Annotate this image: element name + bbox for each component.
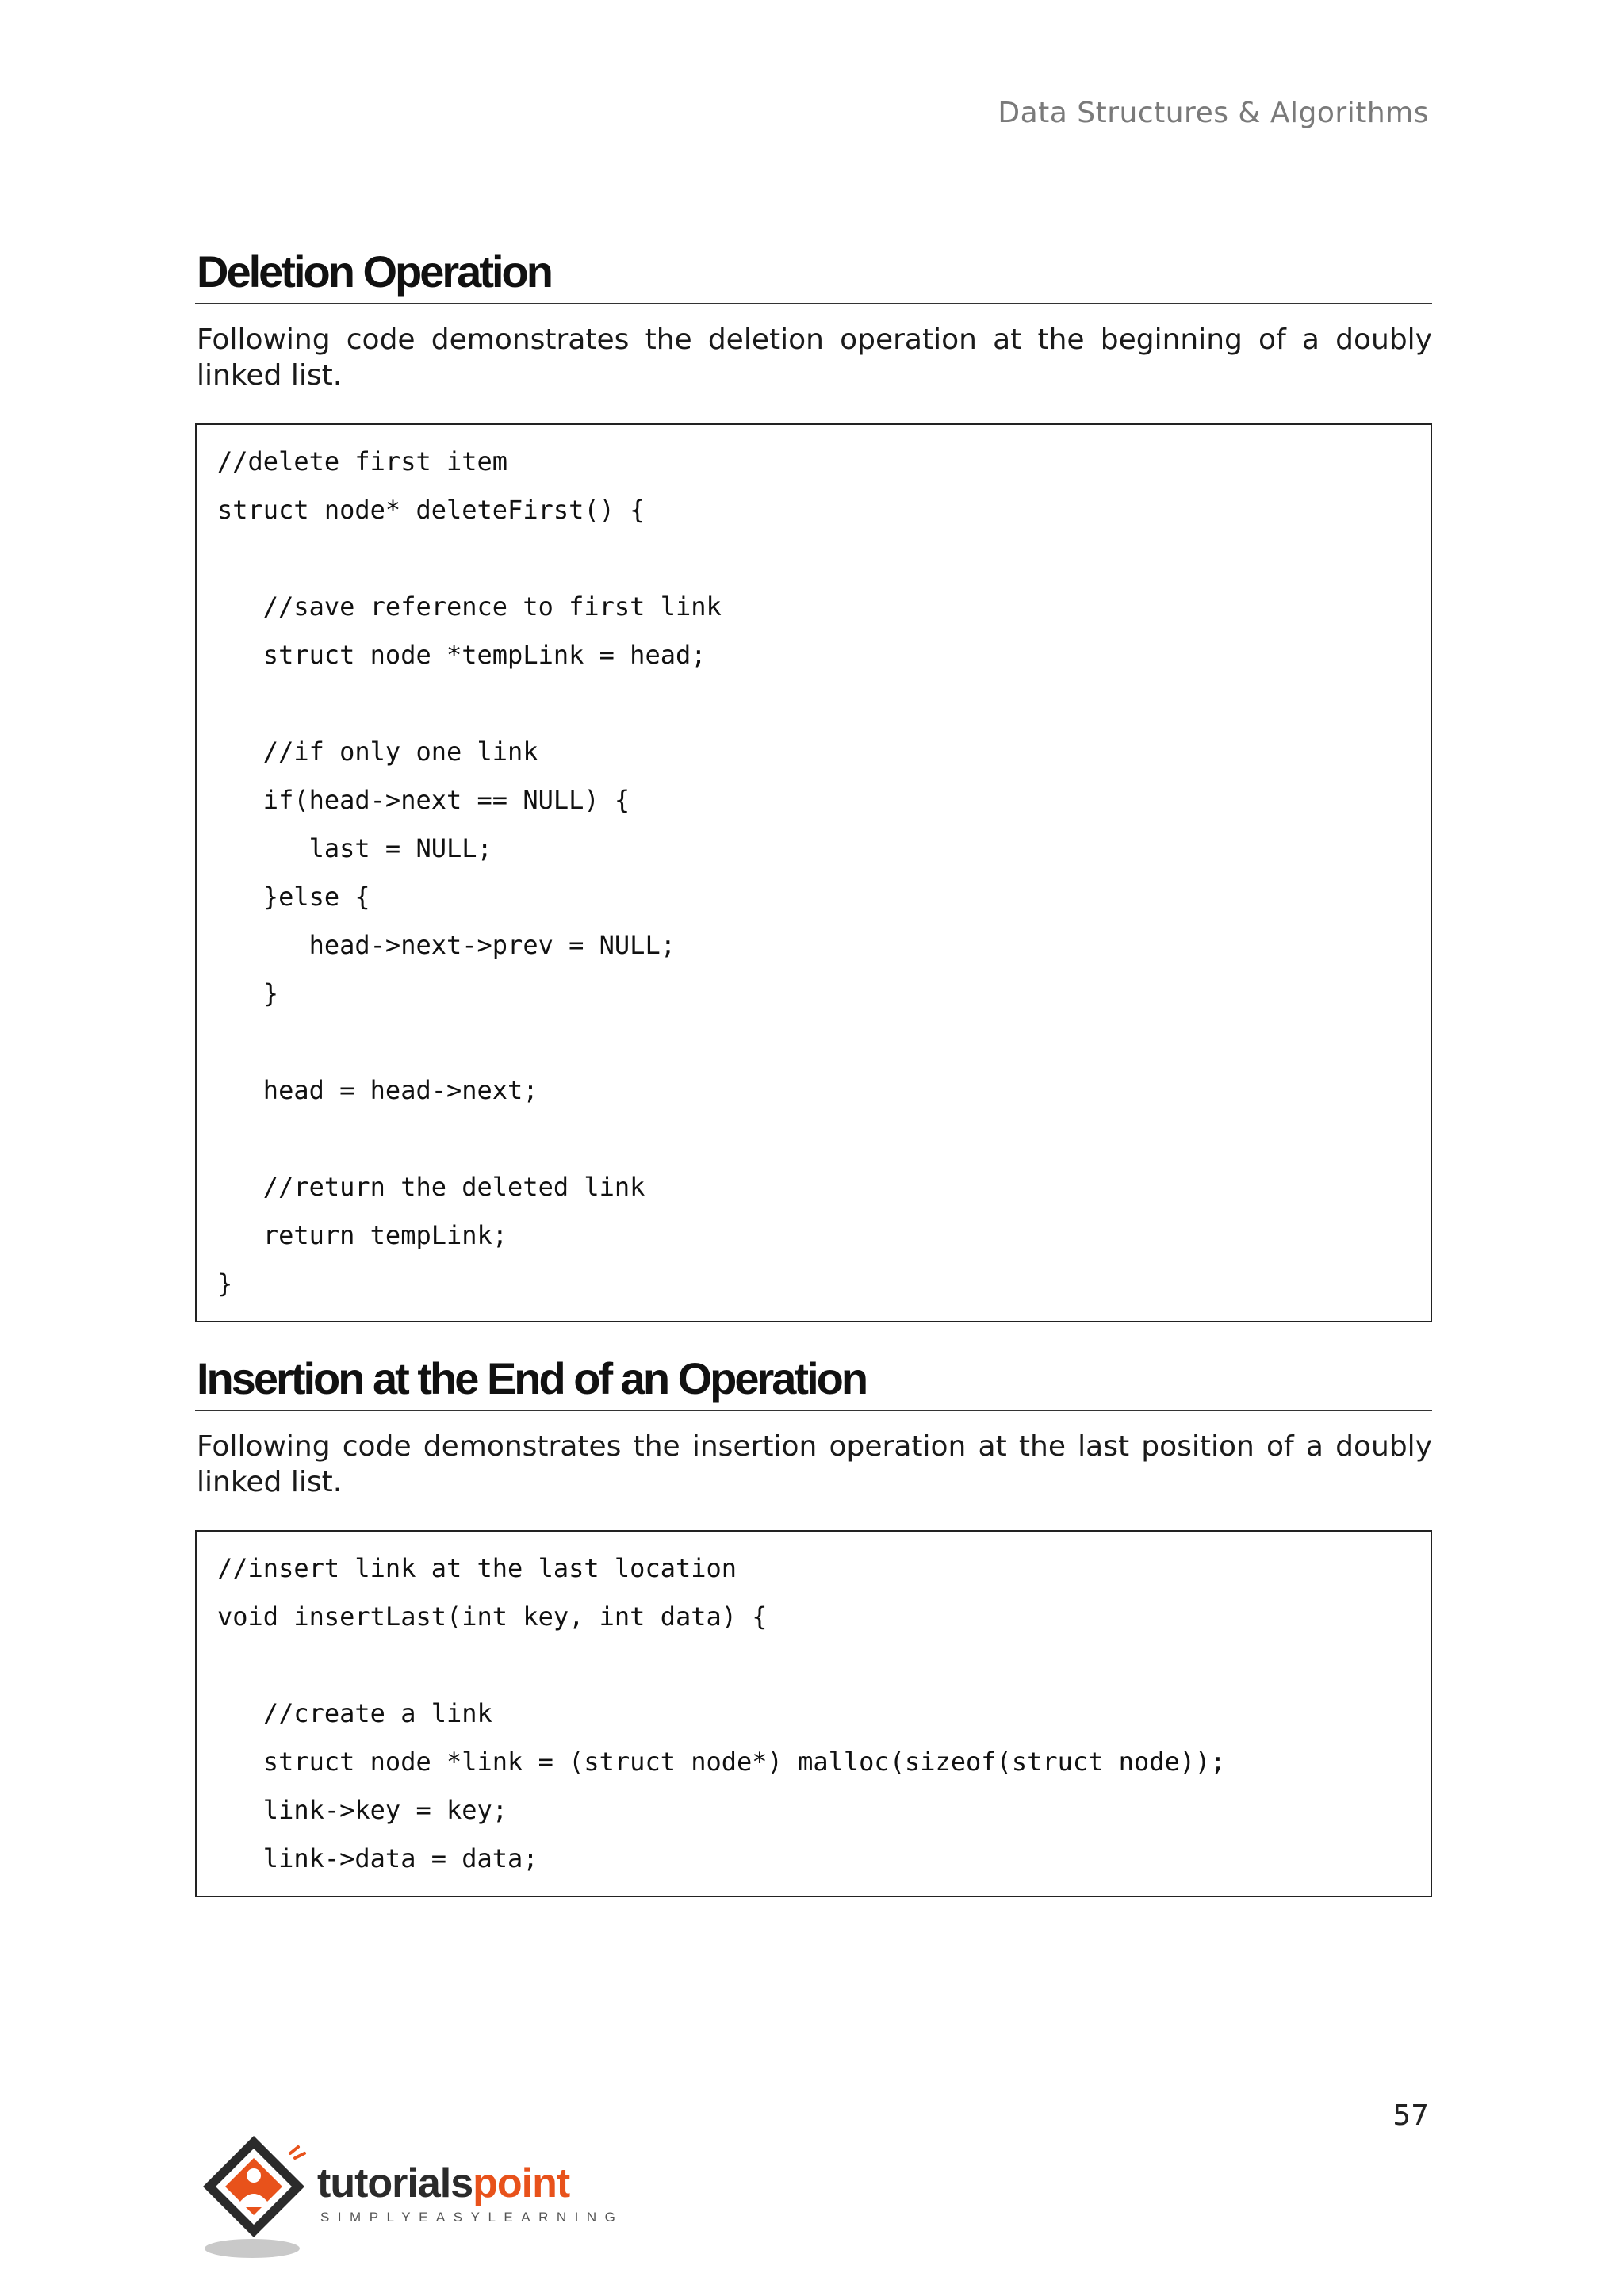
code-line: //save reference to first link bbox=[217, 591, 722, 622]
logo-emblem-icon bbox=[195, 2130, 322, 2264]
section-deletion-operation bbox=[195, 247, 1432, 1322]
section-intro: Following code demonstrates the deletion operation at the beginning of a doubly linked list. bbox=[197, 323, 1432, 392]
code-line: void insertLast(int key, int data) { bbox=[217, 1601, 768, 1632]
section-title: Insertion at the End of an Operation bbox=[195, 1354, 1432, 1411]
code-line: struct node *tempLink = head; bbox=[217, 639, 707, 670]
code-line: }else { bbox=[217, 881, 370, 912]
code-line: //delete first item bbox=[217, 446, 508, 476]
section-title: Deletion Operation bbox=[195, 247, 1432, 304]
section-intro: Following code demonstrates the insertion operation at the last position of a doubly linked list. bbox=[197, 1429, 1432, 1498]
code-line bbox=[217, 679, 1411, 728]
code-line: struct node* deleteFirst() { bbox=[217, 494, 645, 525]
logo-tagline: SIMPLYEASYLEARNING bbox=[320, 2210, 624, 2225]
page-number: 57 bbox=[1392, 2099, 1429, 2132]
code-line: link->data = data; bbox=[217, 1843, 538, 1873]
section-insertion-at-end bbox=[195, 1354, 1432, 1897]
code-line: if(head->next == NULL) { bbox=[217, 784, 630, 815]
logo-word-primary: tutorials bbox=[317, 2160, 473, 2206]
running-header: Data Structures & Algorithms bbox=[998, 97, 1429, 129]
code-line bbox=[217, 1641, 1411, 1689]
code-line bbox=[217, 1018, 1411, 1066]
code-line: //create a link bbox=[217, 1697, 492, 1728]
code-line: link->key = key; bbox=[217, 1794, 508, 1825]
logo-wordmark bbox=[317, 2160, 570, 2206]
code-line: head->next->prev = NULL; bbox=[217, 929, 676, 960]
code-line: //if only one link bbox=[217, 736, 538, 767]
logo-word-accent: point bbox=[473, 2160, 570, 2206]
code-line: } bbox=[217, 978, 279, 1008]
tutorialspoint-logo bbox=[195, 2130, 639, 2264]
code-line: } bbox=[217, 1268, 233, 1299]
code-line: //return the deleted link bbox=[217, 1171, 645, 1202]
code-line: return tempLink; bbox=[217, 1219, 508, 1250]
code-line: last = NULL; bbox=[217, 832, 492, 863]
code-line: head = head->next; bbox=[217, 1074, 538, 1105]
code-line: //insert link at the last location bbox=[217, 1552, 737, 1583]
code-line: struct node *link = (struct node*) malloc(sizeof(struct node)); bbox=[217, 1746, 1226, 1777]
code-line bbox=[217, 534, 1411, 583]
code-block bbox=[195, 1530, 1432, 1897]
code-line bbox=[217, 1115, 1411, 1163]
code-block bbox=[195, 423, 1432, 1322]
